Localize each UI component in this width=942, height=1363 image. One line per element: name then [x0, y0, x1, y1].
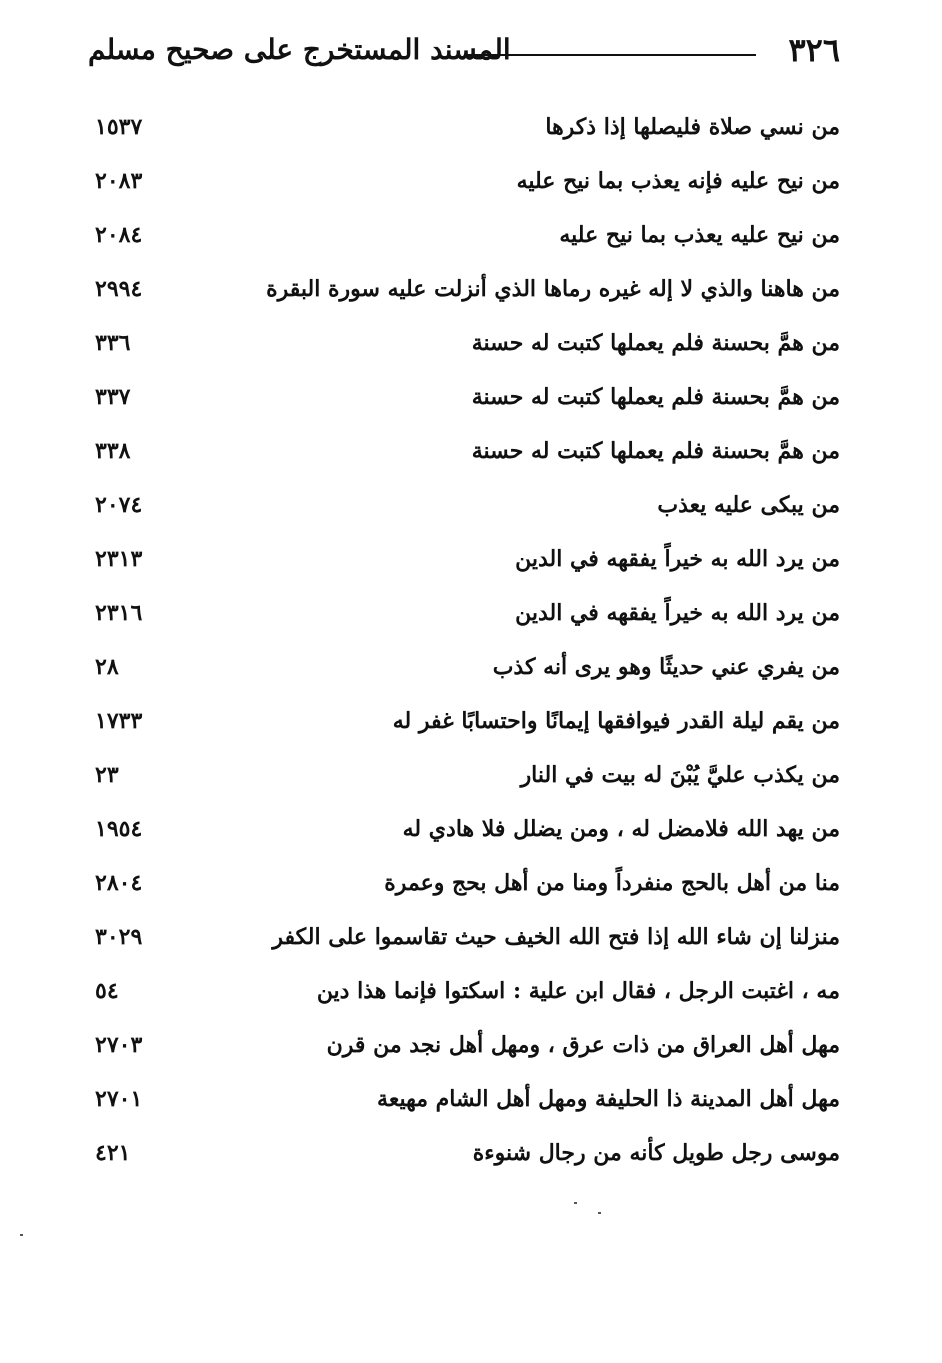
entry-hadith-number: ٢٣١٣ [95, 546, 143, 572]
entry-text: من همَّ بحسنة فلم يعملها كتبت له حسنة [471, 330, 840, 356]
entry-hadith-number: ٢٧٠٣ [95, 1032, 143, 1058]
entry-text: من يهد الله فلامضل له ، ومن يضلل فلا هادي له [402, 816, 840, 842]
index-entry [95, 262, 840, 316]
index-entry [95, 856, 840, 910]
scan-speck [20, 1234, 23, 1236]
entry-hadith-number: ٢٠٨٣ [95, 168, 143, 194]
entry-hadith-number: ٢٣ [95, 762, 119, 788]
entry-hadith-number: ٣٣٧ [95, 384, 131, 410]
index-entry [95, 208, 840, 262]
index-entry [95, 532, 840, 586]
entry-text: من يكذب عليَّ يُبْنَ له بيت في النار [520, 762, 840, 788]
entry-text: منا من أهل بالحج منفرداً ومنا من أهل بحج وعمرة [384, 870, 840, 896]
entry-text: من يبكى عليه يعذب [657, 492, 840, 518]
entry-hadith-number: ٣٣٦ [95, 330, 131, 356]
book-title: المسند المستخرج على صحيح مسلم [88, 33, 511, 66]
entry-hadith-number: ٢٧٠١ [95, 1086, 143, 1112]
entry-hadith-number: ٢٨٠٤ [95, 870, 143, 896]
entry-hadith-number: ٣٠٢٩ [95, 924, 143, 950]
entry-hadith-number: ١٥٣٧ [95, 114, 143, 140]
entry-hadith-number: ١٧٣٣ [95, 708, 143, 734]
entry-text: من نيح عليه فإنه يعذب بما نيح عليه [516, 168, 840, 194]
index-entry [95, 1126, 840, 1180]
entry-text: من همَّ بحسنة فلم يعملها كتبت له حسنة [471, 384, 840, 410]
index-entry [95, 100, 840, 154]
entry-hadith-number: ٢٠٨٤ [95, 222, 143, 248]
index-entry [95, 1018, 840, 1072]
entry-text: من يفري عني حديثًا وهو يرى أنه كذب [492, 654, 840, 680]
index-entry [95, 748, 840, 802]
entry-text: موسى رجل طويل كأنه من رجال شنوءة [472, 1140, 840, 1166]
index-entry [95, 910, 840, 964]
scan-speck [574, 1202, 577, 1204]
entry-text: مهل أهل المدينة ذا الحليفة ومهل أهل الشام مهيعة [377, 1086, 840, 1112]
page-number: ٣٢٦ [788, 31, 840, 69]
index-entry [95, 1072, 840, 1126]
index-entry [95, 586, 840, 640]
entry-text: من هاهنا والذي لا إله غيره رماها الذي أنزلت عليه سورة البقرة [266, 276, 840, 302]
entry-text: مهل أهل العراق من ذات عرق ، ومهل أهل نجد من قرن [326, 1032, 840, 1058]
entry-text: من يرد الله به خيراً يفقهه في الدين [515, 546, 840, 572]
index-entry [95, 802, 840, 856]
page-header [88, 30, 840, 90]
entry-hadith-number: ٥٤ [95, 978, 119, 1004]
index-entry [95, 154, 840, 208]
entry-hadith-number: ١٩٥٤ [95, 816, 143, 842]
entry-text: من يقم ليلة القدر فيوافقها إيمانًا واحتسابًا غفر له [392, 708, 840, 734]
index-entry [95, 640, 840, 694]
entry-hadith-number: ٢٣١٦ [95, 600, 143, 626]
entry-text: من نسي صلاة فليصلها إذا ذكرها [545, 114, 840, 140]
entry-hadith-number: ٢٨ [95, 654, 119, 680]
entry-text: منزلنا إن شاء الله إذا فتح الله الخيف حيث تقاسموا على الكفر [272, 924, 840, 950]
entry-text: من نيح عليه يعذب بما نيح عليه [559, 222, 840, 248]
index-entry [95, 478, 840, 532]
entry-text: من يرد الله به خيراً يفقهه في الدين [515, 600, 840, 626]
index-entries-list [95, 100, 840, 1180]
entry-hadith-number: ٢٩٩٤ [95, 276, 143, 302]
index-entry [95, 964, 840, 1018]
entry-hadith-number: ٣٣٨ [95, 438, 131, 464]
entry-hadith-number: ٢٠٧٤ [95, 492, 143, 518]
entry-text: من همَّ بحسنة فلم يعملها كتبت له حسنة [471, 438, 840, 464]
index-entry [95, 694, 840, 748]
entry-text: مه ، اغتبت الرجل ، فقال ابن علية : اسكتوا فإنما هذا دين [316, 978, 840, 1004]
index-entry [95, 370, 840, 424]
index-entry [95, 316, 840, 370]
index-entry [95, 424, 840, 478]
entry-hadith-number: ٤٢١ [95, 1140, 131, 1166]
scan-speck [598, 1212, 601, 1214]
